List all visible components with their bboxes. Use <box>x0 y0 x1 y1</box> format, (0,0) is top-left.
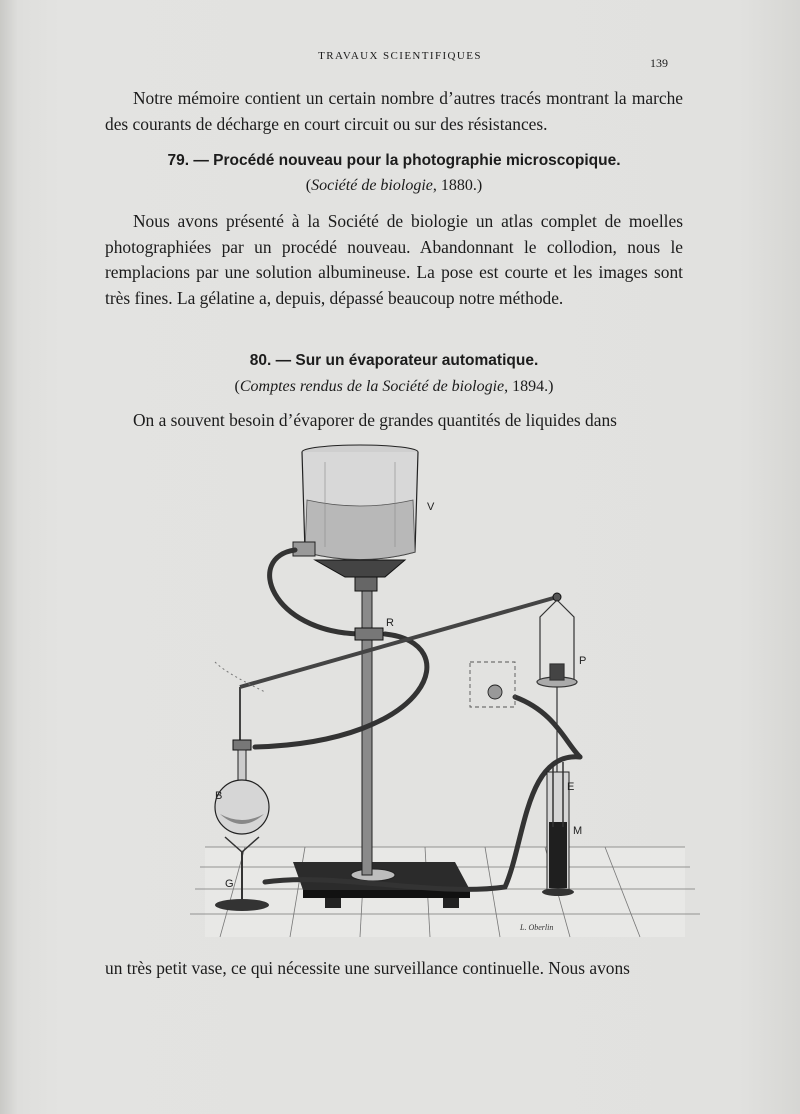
label-b: B <box>215 790 223 802</box>
rubber-tubes <box>255 550 583 889</box>
intro-paragraph: Notre mémoire contient un certain nombre d’autres tracés montrant la marche des courants de décharge en court circuit ou sur des résistances. <box>105 88 683 134</box>
evaporator-illustration <box>185 442 705 942</box>
section-79-body: Nous avons présenté à la Société de biologie un atlas complet de moelles photographiées par un procédé nouveau. Abandonnant le collodion, nous le remplacions par une solution albumineuse. La pose est courte et les images sont très fines. La gélatine a, depuis, dépassé beaucoup notre méthode. <box>105 211 683 309</box>
section-80-body-start: On a souvent besoin d’évaporer de grandes quantités de liquides dans <box>133 410 617 430</box>
section-79-heading: 79. — Procédé nouveau pour la photographie microscopique. <box>167 152 621 169</box>
section-79-citation: (Société de biologie, 1880.) <box>305 177 483 194</box>
running-head <box>0 50 800 70</box>
page-number: 139 <box>650 56 668 70</box>
section-80-citation: (Comptes rendus de la Société de biologie, 1894.) <box>234 378 554 395</box>
label-m: M <box>573 825 583 837</box>
wall-bracket <box>470 662 515 707</box>
label-g: G <box>225 878 234 890</box>
reservoir-v <box>293 445 418 591</box>
label-e: E <box>567 781 575 793</box>
label-r: R <box>386 617 394 629</box>
running-title: TRAVAUX SCIENTIFIQUES <box>318 50 482 62</box>
label-p: P <box>579 655 587 667</box>
section-80-heading: 80. — Sur un évaporateur automatique. <box>249 352 539 369</box>
engraver-signature: L. Oberlin <box>520 923 554 932</box>
evaporator-engraving <box>185 442 705 942</box>
label-v: V <box>427 501 435 513</box>
section-80-body-continued: un très petit vase, ce qui nécessite une surveillance continuelle. Nous avons <box>105 958 630 978</box>
section-80-citation-source: Comptes rendus de la Société de biologie <box>239 378 505 395</box>
section-79-citation-source: Société de biologie <box>311 177 433 194</box>
